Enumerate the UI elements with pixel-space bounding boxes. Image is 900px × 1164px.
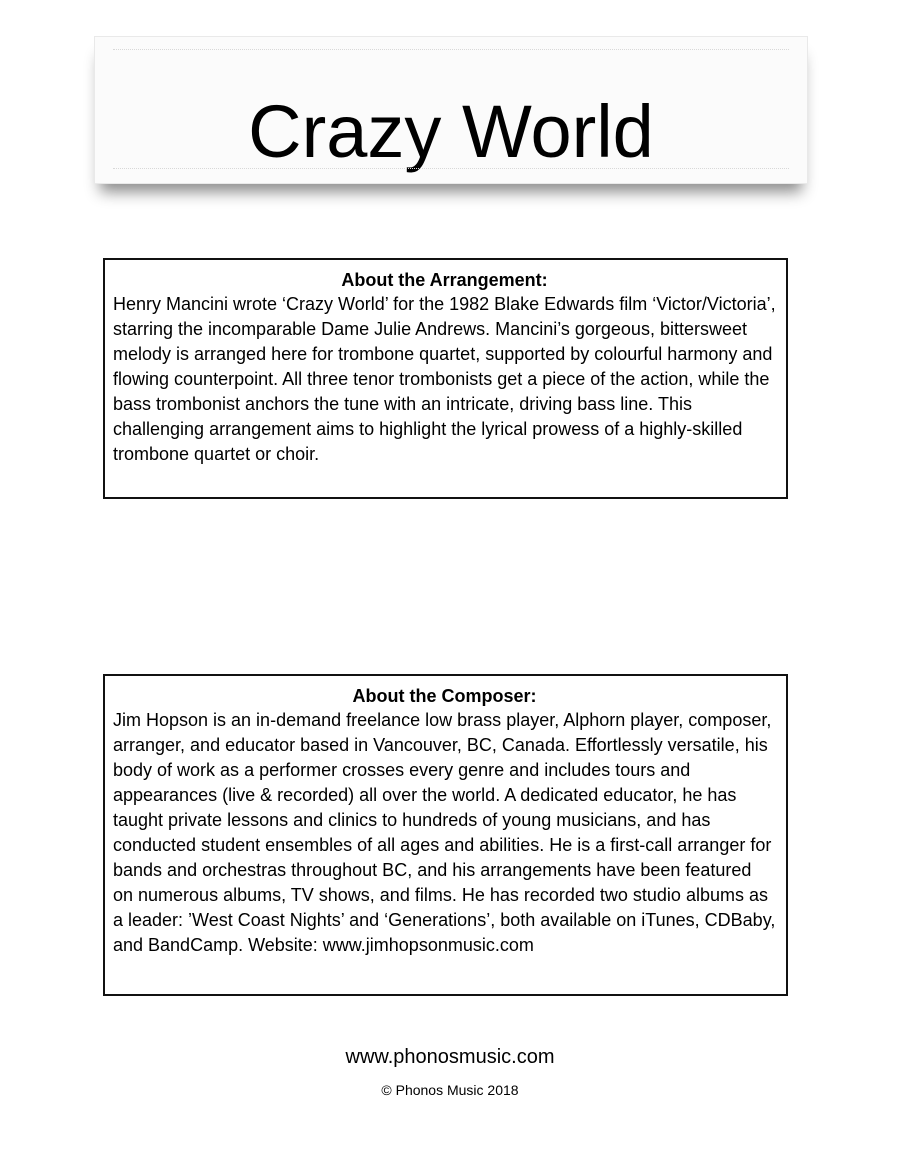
about-arrangement-heading: About the Arrangement:: [341, 270, 548, 290]
page-title: Crazy World: [248, 90, 654, 173]
about-arrangement-text: Henry Mancini wrote ‘Crazy World’ for the 1982 Blake Edwards film ‘Victor/Victoria’, starring the incomparable Dame Julie Andrews. Mancini’s gorgeous, bittersweet melody is arranged here for trombone quartet, supported by colourful harmony and flowing counterpoint. All three tenor trombonists get a piece of the action, while the bass trombonist anchors the tune with an intricate, driving bass line. This challenging arrangement aims to highlight the lyrical prowess of a highly-skilled trombone quartet or choir.: [113, 294, 776, 464]
footer-copyright: © Phonos Music 2018: [381, 1082, 519, 1098]
footer-website: www.phonosmusic.com: [345, 1046, 555, 1068]
title-card-top-rule: [113, 49, 789, 50]
title-card: [94, 36, 808, 184]
title-card-bottom-rule: [113, 168, 789, 169]
about-composer-box: [103, 674, 788, 996]
about-composer-heading: About the Composer:: [352, 686, 537, 706]
about-arrangement-box: [103, 258, 788, 499]
about-composer-text: Jim Hopson is an in-demand freelance low brass player, Alphorn player, composer, arranger, and educator based in Vancouver, BC, Canada. Effortlessly versatile, his body of work as a performer crosses every genre and includes tours and appearances (live & recorded) all over the world. A dedicated educator, he has taught private lessons and clinics to hundreds of young musicians, and has conducted student ensembles of all ages and abilities. He is a first-call arranger for bands and orchestras throughout BC, and his arrangements have been featured on numerous albums, TV shows, and films. He has recorded two studio albums as a leader: ’West Coast Nights’ and ‘Generations’, both available on iTunes, CDBaby, and BandCamp. Website: www.jimhopsonmusic.com: [113, 710, 776, 955]
